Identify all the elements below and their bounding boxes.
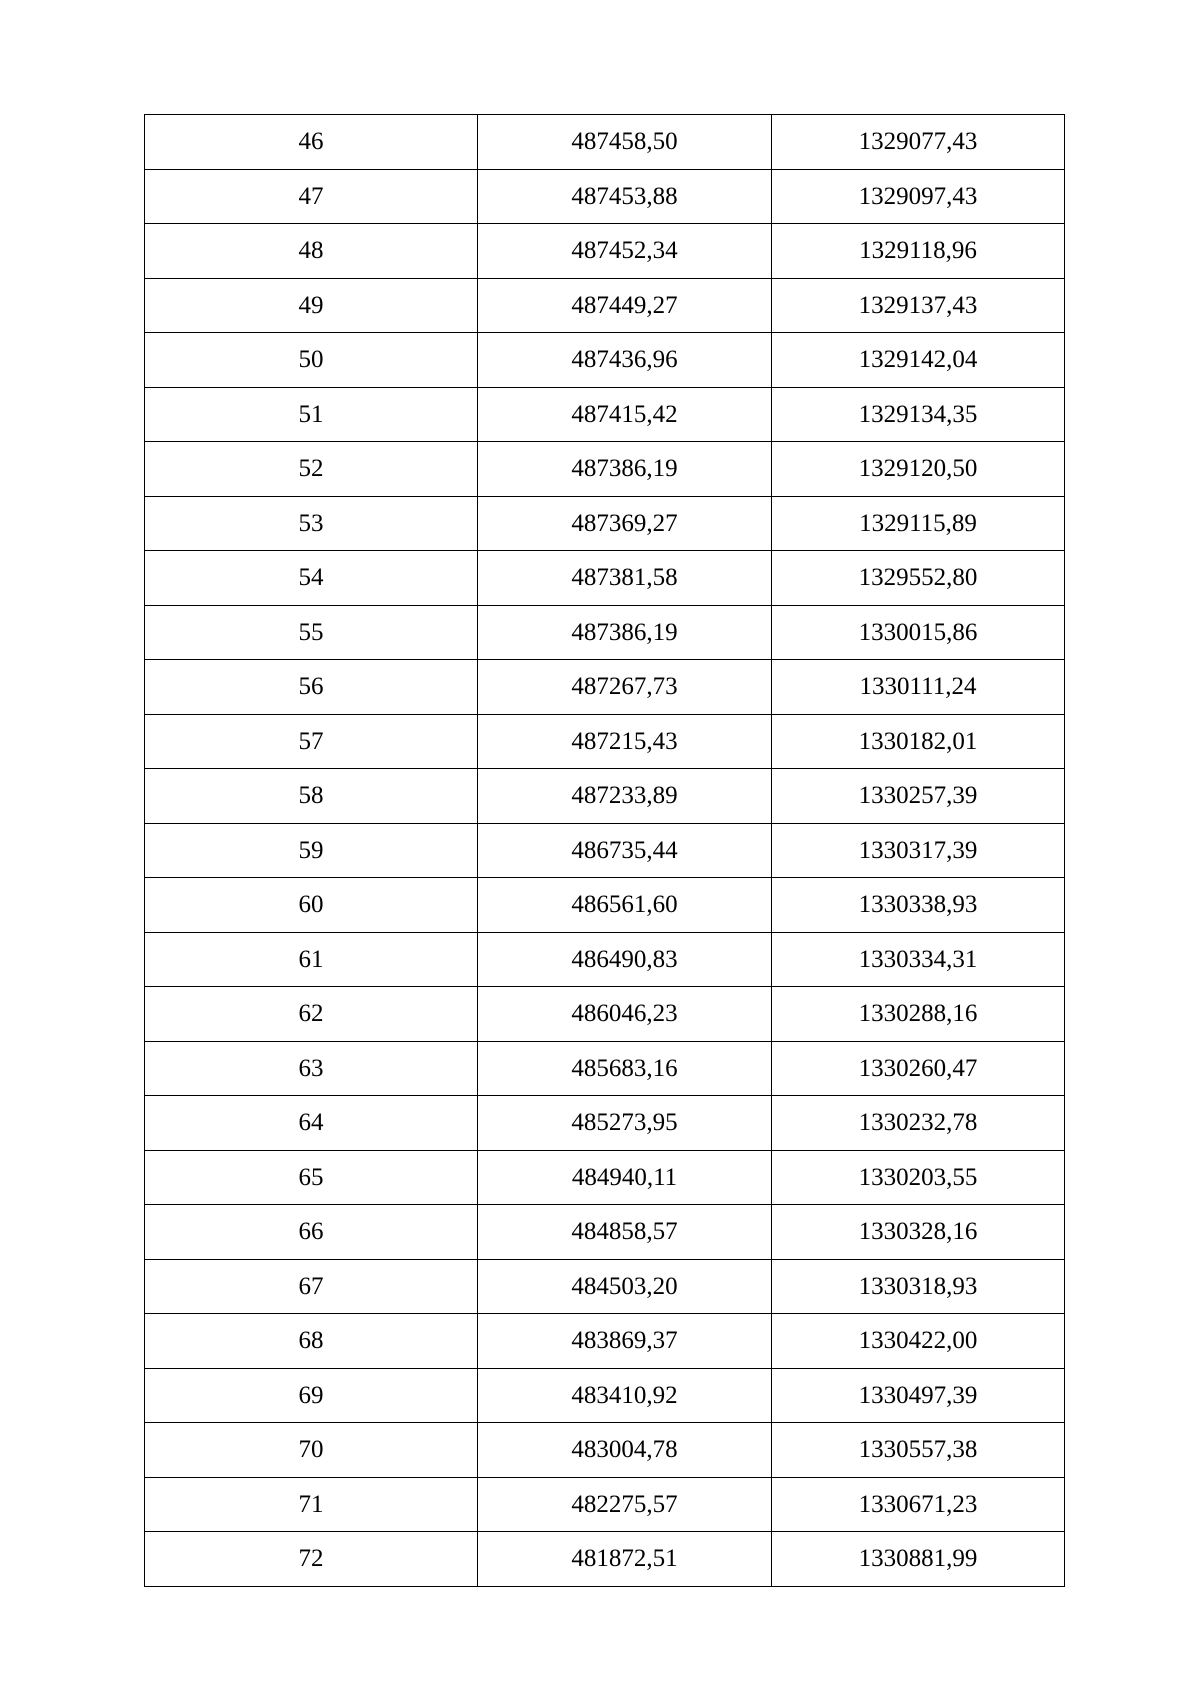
table-row [145, 932, 1065, 987]
y-coordinate-cell: 1329115,89 [772, 496, 1065, 551]
x-coordinate-cell: 487381,58 [478, 551, 772, 606]
x-coordinate-cell: 486735,44 [478, 823, 772, 878]
table-row [145, 714, 1065, 769]
point-number-cell: 49 [145, 278, 478, 333]
table-row [145, 387, 1065, 442]
table-row [145, 442, 1065, 497]
x-coordinate-cell: 482275,57 [478, 1477, 772, 1532]
point-number-cell: 69 [145, 1368, 478, 1423]
y-coordinate-cell: 1330260,47 [772, 1041, 1065, 1096]
coordinates-table [144, 114, 1065, 1587]
x-coordinate-cell: 481872,51 [478, 1532, 772, 1587]
table-row [145, 1096, 1065, 1151]
point-number-cell: 63 [145, 1041, 478, 1096]
table-row [145, 115, 1065, 170]
point-number-cell: 47 [145, 169, 478, 224]
x-coordinate-cell: 487369,27 [478, 496, 772, 551]
x-coordinate-cell: 487386,19 [478, 442, 772, 497]
y-coordinate-cell: 1330881,99 [772, 1532, 1065, 1587]
x-coordinate-cell: 486490,83 [478, 932, 772, 987]
point-number-cell: 72 [145, 1532, 478, 1587]
point-number-cell: 70 [145, 1423, 478, 1478]
y-coordinate-cell: 1330111,24 [772, 660, 1065, 715]
point-number-cell: 56 [145, 660, 478, 715]
table-row [145, 1041, 1065, 1096]
x-coordinate-cell: 487436,96 [478, 333, 772, 388]
y-coordinate-cell: 1330317,39 [772, 823, 1065, 878]
table-row [145, 1205, 1065, 1260]
x-coordinate-cell: 487233,89 [478, 769, 772, 824]
y-coordinate-cell: 1330288,16 [772, 987, 1065, 1042]
table-row [145, 169, 1065, 224]
table-row [145, 333, 1065, 388]
y-coordinate-cell: 1329120,50 [772, 442, 1065, 497]
x-coordinate-cell: 485273,95 [478, 1096, 772, 1151]
y-coordinate-cell: 1330182,01 [772, 714, 1065, 769]
table-row [145, 605, 1065, 660]
point-number-cell: 54 [145, 551, 478, 606]
y-coordinate-cell: 1330497,39 [772, 1368, 1065, 1423]
y-coordinate-cell: 1329118,96 [772, 224, 1065, 279]
point-number-cell: 51 [145, 387, 478, 442]
y-coordinate-cell: 1330203,55 [772, 1150, 1065, 1205]
table-row [145, 769, 1065, 824]
point-number-cell: 50 [145, 333, 478, 388]
y-coordinate-cell: 1330338,93 [772, 878, 1065, 933]
x-coordinate-cell: 484858,57 [478, 1205, 772, 1260]
y-coordinate-cell: 1330334,31 [772, 932, 1065, 987]
y-coordinate-cell: 1329552,80 [772, 551, 1065, 606]
point-number-cell: 46 [145, 115, 478, 170]
y-coordinate-cell: 1330557,38 [772, 1423, 1065, 1478]
point-number-cell: 48 [145, 224, 478, 279]
x-coordinate-cell: 487458,50 [478, 115, 772, 170]
y-coordinate-cell: 1330232,78 [772, 1096, 1065, 1151]
y-coordinate-cell: 1330422,00 [772, 1314, 1065, 1369]
table-row [145, 496, 1065, 551]
y-coordinate-cell: 1329142,04 [772, 333, 1065, 388]
y-coordinate-cell: 1329137,43 [772, 278, 1065, 333]
x-coordinate-cell: 487449,27 [478, 278, 772, 333]
x-coordinate-cell: 487452,34 [478, 224, 772, 279]
table-row [145, 1532, 1065, 1587]
table-row [145, 224, 1065, 279]
x-coordinate-cell: 485683,16 [478, 1041, 772, 1096]
y-coordinate-cell: 1330328,16 [772, 1205, 1065, 1260]
y-coordinate-cell: 1329097,43 [772, 169, 1065, 224]
point-number-cell: 62 [145, 987, 478, 1042]
x-coordinate-cell: 486561,60 [478, 878, 772, 933]
point-number-cell: 60 [145, 878, 478, 933]
table-row [145, 823, 1065, 878]
table-row [145, 660, 1065, 715]
y-coordinate-cell: 1330257,39 [772, 769, 1065, 824]
coordinates-table-body [145, 115, 1065, 1587]
table-row [145, 1259, 1065, 1314]
table-row [145, 551, 1065, 606]
x-coordinate-cell: 487215,43 [478, 714, 772, 769]
x-coordinate-cell: 487386,19 [478, 605, 772, 660]
point-number-cell: 61 [145, 932, 478, 987]
point-number-cell: 59 [145, 823, 478, 878]
y-coordinate-cell: 1329134,35 [772, 387, 1065, 442]
point-number-cell: 67 [145, 1259, 478, 1314]
y-coordinate-cell: 1329077,43 [772, 115, 1065, 170]
table-row [145, 1477, 1065, 1532]
x-coordinate-cell: 483004,78 [478, 1423, 772, 1478]
table-row [145, 1423, 1065, 1478]
point-number-cell: 64 [145, 1096, 478, 1151]
table-row [145, 278, 1065, 333]
table-row [145, 1150, 1065, 1205]
point-number-cell: 68 [145, 1314, 478, 1369]
x-coordinate-cell: 487415,42 [478, 387, 772, 442]
x-coordinate-cell: 487267,73 [478, 660, 772, 715]
x-coordinate-cell: 484940,11 [478, 1150, 772, 1205]
table-row [145, 878, 1065, 933]
table-row [145, 987, 1065, 1042]
y-coordinate-cell: 1330671,23 [772, 1477, 1065, 1532]
x-coordinate-cell: 483410,92 [478, 1368, 772, 1423]
x-coordinate-cell: 483869,37 [478, 1314, 772, 1369]
x-coordinate-cell: 487453,88 [478, 169, 772, 224]
point-number-cell: 52 [145, 442, 478, 497]
table-row [145, 1314, 1065, 1369]
point-number-cell: 57 [145, 714, 478, 769]
table-row [145, 1368, 1065, 1423]
y-coordinate-cell: 1330318,93 [772, 1259, 1065, 1314]
point-number-cell: 58 [145, 769, 478, 824]
point-number-cell: 66 [145, 1205, 478, 1260]
point-number-cell: 65 [145, 1150, 478, 1205]
point-number-cell: 53 [145, 496, 478, 551]
y-coordinate-cell: 1330015,86 [772, 605, 1065, 660]
point-number-cell: 55 [145, 605, 478, 660]
point-number-cell: 71 [145, 1477, 478, 1532]
x-coordinate-cell: 486046,23 [478, 987, 772, 1042]
x-coordinate-cell: 484503,20 [478, 1259, 772, 1314]
